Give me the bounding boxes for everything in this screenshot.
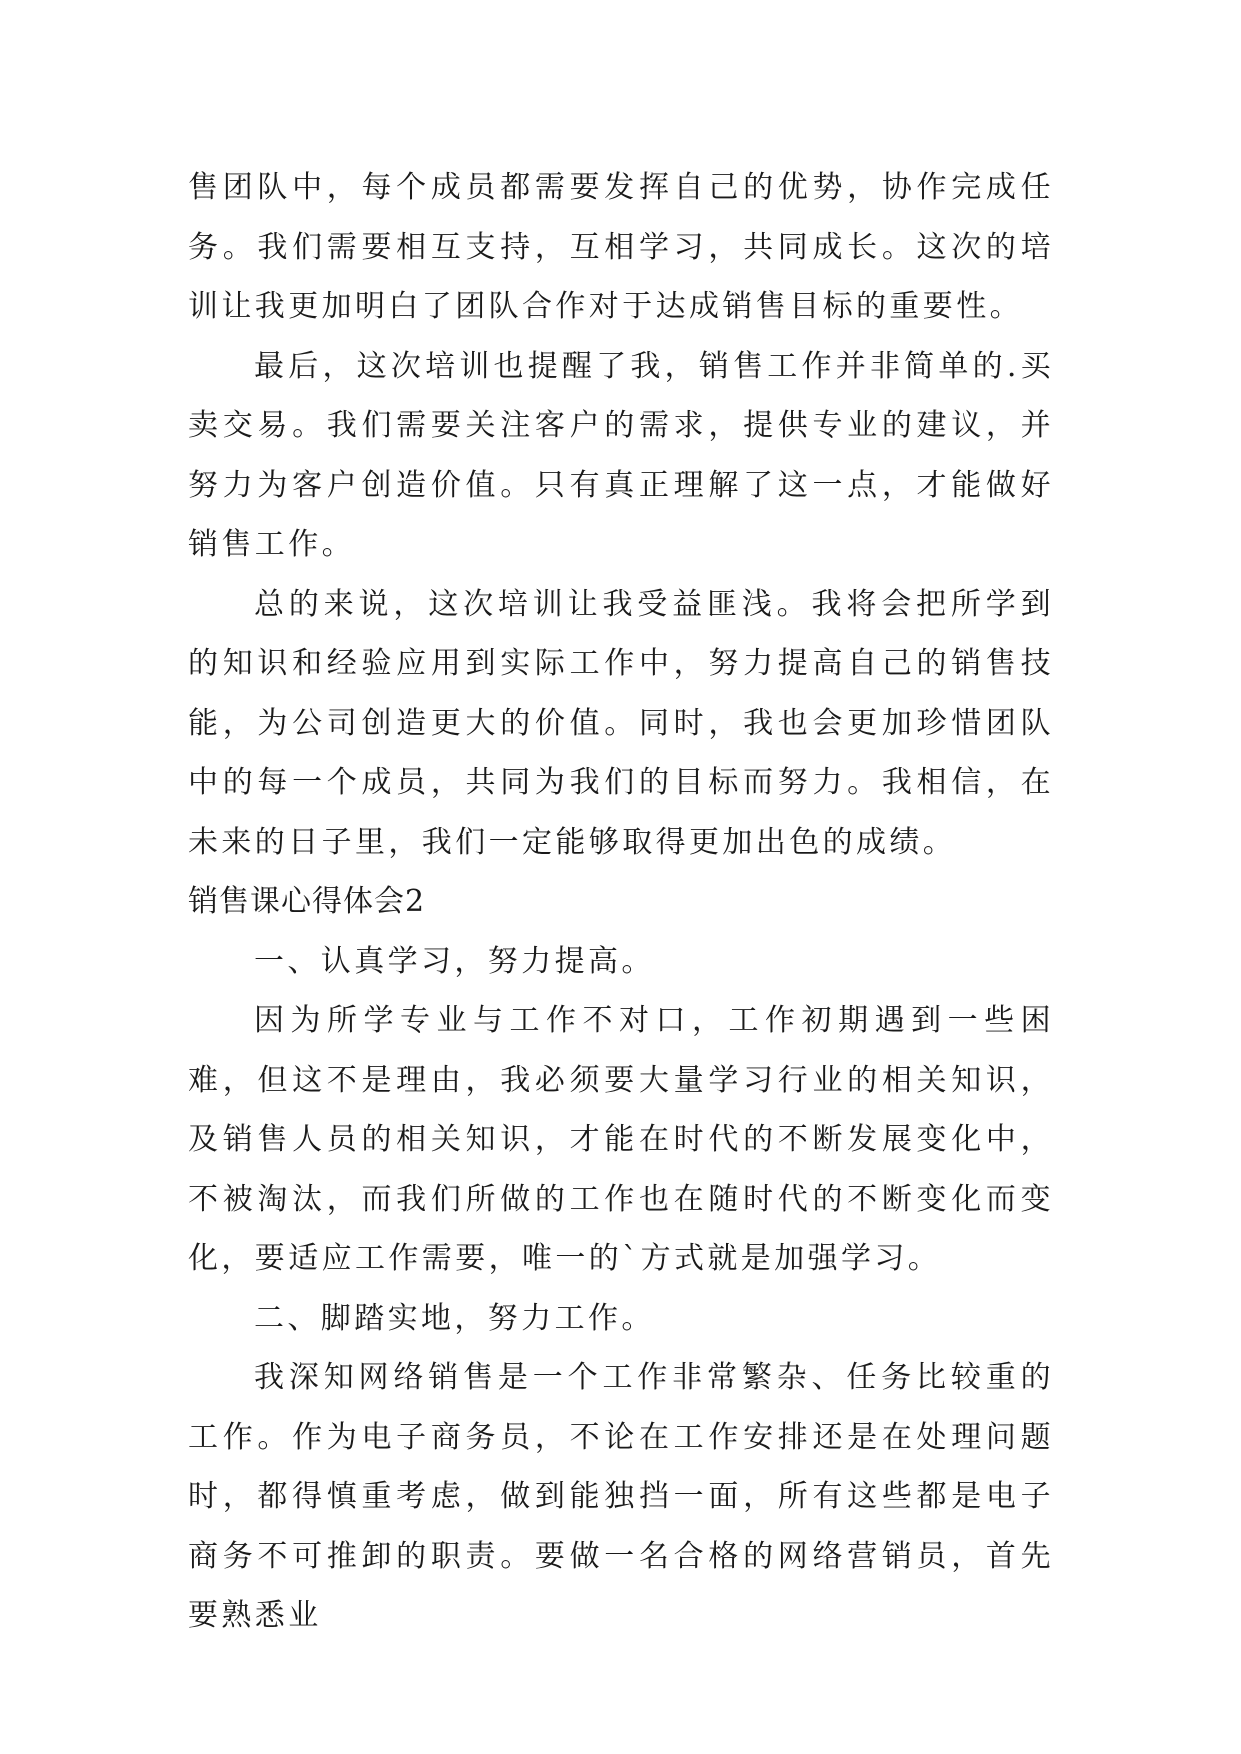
paragraph-team-cooperation: 售团队中，每个成员都需要发挥自己的优势，协作完成任务。我们需要相互支持，互相学习，共同成长。这次的培训让我更加明白了团队合作对于达成销售目标的重要性。: [188, 170, 1054, 324]
paragraph-study: 因为所学专业与工作不对口，工作初期遇到一些困难，但这不是理由，我必须要大量学习行业的相关知识，及销售人员的相关知识，才能在时代的不断发展变化中，不被淘汰，而我们所做的工作也在随时代的不断变化而变化，要适应工作需要，唯一的`方式就是加强学习。: [188, 1003, 1054, 1276]
section-heading: 销售课心得体会2: [188, 884, 426, 919]
document-page: [188, 158, 1054, 1646]
paragraph-point-two: 二、脚踏实地，努力工作。: [254, 1300, 655, 1336]
paragraph-finally: 最后，这次培训也提醒了我，销售工作并非简单的.买卖交易。我们需要关注客户的需求，提供专业的建议，并努力为客户创造价值。只有真正理解了这一点，才能做好销售工作。: [188, 348, 1054, 562]
paragraph-summary: 总的来说，这次培训让我受益匪浅。我将会把所学到的知识和经验应用到实际工作中，努力提高自己的销售技能，为公司创造更大的价值。同时，我也会更加珍惜团队中的每一个成员，共同为我们的目标而努力。我相信，在未来的日子里，我们一定能够取得更加出色的成绩。: [188, 586, 1054, 860]
paragraph-point-one: 一、认真学习，努力提高。: [254, 943, 655, 979]
paragraph-work: 我深知网络销售是一个工作非常繁杂、任务比较重的工作。作为电子商务员，不论在工作安排还是在处理问题时，都得慎重考虑，做到能独挡一面，所有这些都是电子商务不可推卸的职责。要做一名合格的网络营销员，首先要熟悉业: [188, 1360, 1054, 1633]
